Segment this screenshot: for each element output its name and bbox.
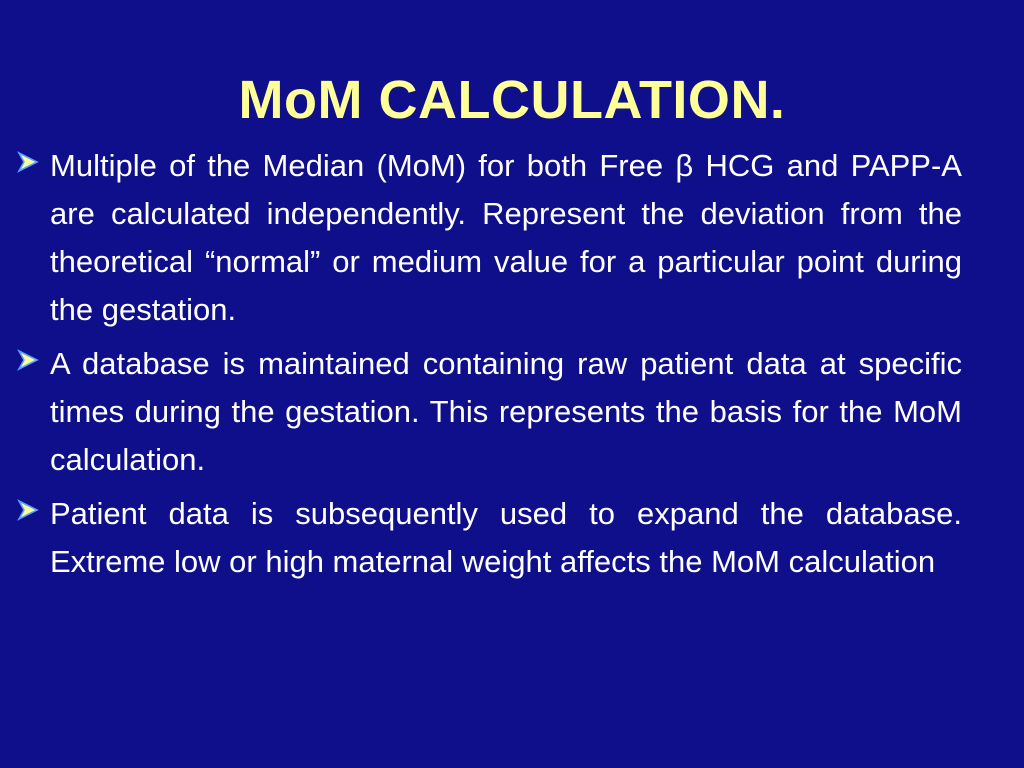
bullet-text: A database is maintained containing raw patient data at specific times during the gestation. This represents the basis for the MoM calculation. bbox=[50, 346, 962, 477]
bullet-item bbox=[16, 340, 962, 484]
bullet-item bbox=[16, 142, 962, 334]
slide-title: MoM CALCULATION. bbox=[238, 70, 786, 131]
bullet-list bbox=[16, 142, 962, 592]
arrowhead-bullet-icon bbox=[16, 348, 40, 372]
bullet-text: Patient data is subsequently used to expand the database. Extreme low or high maternal weight affects the MoM calculation bbox=[50, 496, 962, 579]
bullet-text: Multiple of the Median (MoM) for both Free β HCG and PAPP-A are calculated independently. Represent the deviation from the theoretical “normal” or medium value for a particular point during the gestation. bbox=[50, 148, 962, 327]
bullet-item bbox=[16, 490, 962, 586]
arrowhead-bullet-icon bbox=[16, 498, 40, 522]
arrowhead-bullet-icon bbox=[16, 150, 40, 174]
